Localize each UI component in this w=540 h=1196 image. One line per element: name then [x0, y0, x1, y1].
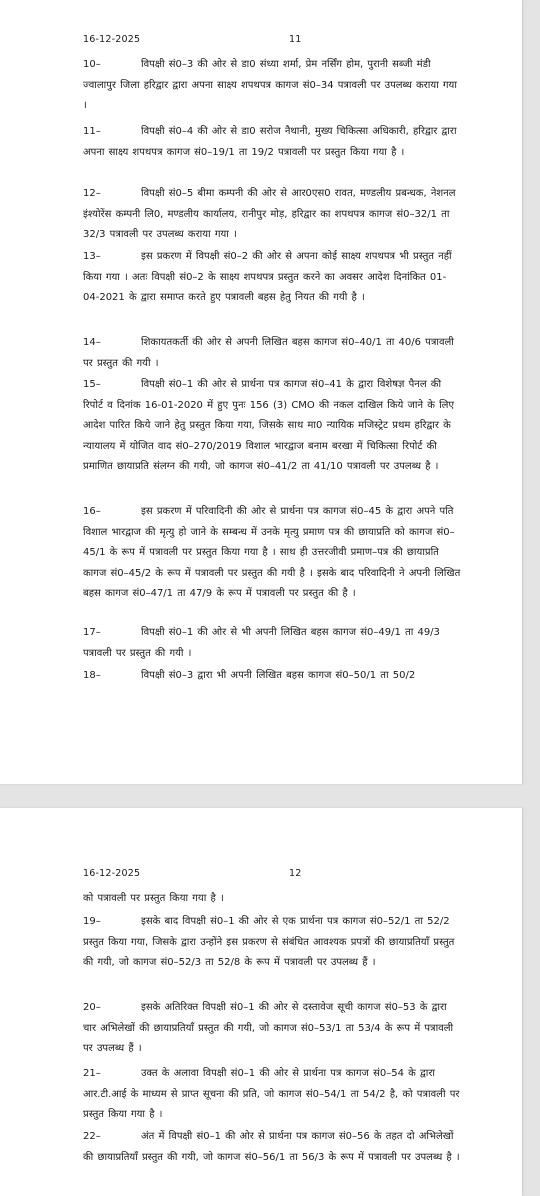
paragraph-22 — [83, 1127, 461, 1189]
page-number: 11 — [289, 34, 302, 45]
paragraph-text: इस प्रकरण में परिवादिनी की ओर से प्रार्थना पत्र कागज सं0–45 के द्वारा अपने पति विशाल भारद्वाज की मृत्यु हो जाने के सम्बन्ध में उनके मृत्यु प्रमाण पत्र की छायाप्रति को कागज सं0–45/1 के रूप में पत्रावली पर प्रस्तुत किया गया है । साथ ही उत्तरजीवी प्रमाण–पत्र की छायाप्रति कागज सं0–45/2 के रूप में पत्रावली पर प्रस्तुत की गयी है । इसके बाद परिवादिनी ने अपनी लिखित बहस कागज सं0–47/1 ता 47/9 के रूप में पत्रावली पर प्रस्तुत की है । — [83, 506, 461, 599]
paragraph-number: 10– — [83, 59, 101, 70]
paragraph-14 — [83, 333, 461, 375]
paragraph-number: 12– — [83, 188, 101, 199]
paragraph-21 — [83, 1064, 461, 1126]
page-date: 16-12-2025 — [83, 868, 141, 879]
paragraph-18 — [83, 666, 461, 688]
document-page-12 — [0, 808, 522, 1196]
paragraph-number: 19– — [83, 916, 101, 927]
paragraph-text: शिकायतकर्ती की ओर से अपनी लिखित बहस कागज सं0–40/1 ता 40/6 पत्रावली पर प्रस्तुत की गयी । — [83, 337, 454, 369]
paragraph-number: 16– — [83, 506, 101, 517]
paragraph-number: 14– — [83, 337, 101, 348]
paragraph-number: 20– — [83, 1002, 101, 1013]
paragraph-continuation: को पत्रावली पर प्रस्तुत किया गया है । — [83, 893, 224, 904]
page-number: 12 — [289, 868, 302, 879]
paragraph-number: 21– — [83, 1068, 101, 1079]
paragraph-16 — [83, 502, 461, 625]
paragraph-13 — [83, 247, 461, 329]
paragraph-text: विपक्षी सं0–1 की ओर से प्रार्थना पत्र कागज सं0–41 के द्वारा विशेषज्ञ पैनल की रिपोर्ट व दिनांक 16-01-2020 में हुए पुनः 156 (3) CMO की नकल दाखिल किये जाने के लिए आदेश पारित किये जाने हेतु प्रस्तुत किया गया, जिसके साथ मा0 न्यायिक मजिस्ट्रेट प्रथम हरिद्वार के न्यायालय में योजित वाद सं0–270/2019 विशाल भारद्वाज बनाम बरखा में चिकित्सा रिपोर्ट की प्रमाणित छायाप्रति संलग्न की गयी, जो कागज सं0–41/2 ता 41/10 पत्रावली पर उपलब्ध है । — [83, 379, 454, 472]
paragraph-text: विपक्षी सं0–3 की ओर से डा0 संध्या शर्मा, प्रेम नर्सिंग होम, पुरानी सब्जी मंडी ज्वालापुर जिला हरिद्वार द्वारा अपना साक्ष्य शपथपत्र कागज सं0–34 पत्रावली पर उपलब्ध कराया गया । — [83, 59, 457, 111]
paragraph-number: 18– — [83, 670, 101, 681]
paragraph-12 — [83, 184, 461, 246]
paragraph-text: इसके अतिरिक्त विपक्षी सं0–1 की ओर से दस्तावेज सूची कागज सं0–53 के द्वारा चार अभिलेखों की छायाप्रतियॉं प्रस्तुत की गयी, जो कागज सं0–53/1 ता 53/4 के रूप में पत्रावली पर उपलब्ध हैं । — [83, 1002, 454, 1054]
paragraph-text: विपक्षी सं0–1 की ओर से भी अपनी लिखित बहस कागज सं0–49/1 ता 49/3 पत्रावली पर प्रस्तुत की गयी । — [83, 627, 440, 659]
paragraph-15 — [83, 375, 461, 498]
paragraph-17 — [83, 623, 461, 665]
paragraph-19 — [83, 912, 461, 994]
paragraph-text: विपक्षी सं0–3 द्वारा भी अपनी लिखित बहस कागज सं0–50/1 ता 50/2 — [141, 670, 416, 681]
paragraph-number: 13– — [83, 251, 101, 262]
page-date: 16-12-2025 — [83, 34, 141, 45]
paragraph-text: उक्त के अलावा विपक्षी सं0–1 की ओर से प्रार्थना पत्र कागज सं0–54 के द्वारा आर.टी.आई के माध्यम से प्राप्त सूचना की प्रति, जो कागज सं0–54/1 ता 54/2 है, को पत्रावली पर प्रस्तुत किया गया है । — [83, 1068, 460, 1120]
paragraph-number: 22– — [83, 1131, 101, 1142]
paragraph-10 — [83, 55, 461, 117]
paragraph-number: 11– — [83, 126, 101, 137]
paragraph-text: अंत में विपक्षी सं0–1 की ओर से प्रार्थना पत्र कागज सं0–56 के तहत दो अभिलेखों की छायाप्रतियॉं प्रस्तुत की गयी, जो कागज सं0–56/1 ता 56/3 के रूप में पत्रावली पर उपलब्ध है । — [83, 1131, 460, 1163]
paragraph-text: विपक्षी सं0–4 की ओर से डा0 सरोज नैथानी, मुख्य चिकित्सा अधिकारी, हरिद्वार द्वारा अपना साक्ष्य शपथपत्र कागज सं0–19/1 ता 19/2 पत्रावली पर प्रस्तुत किया गया है । — [83, 126, 457, 158]
paragraph-text: विपक्षी सं0–5 बीमा कम्पनी की ओर से आर0एस0 रावत, मण्डलीय प्रबन्धक, नेशनल इंश्योरेंस कम्पनी लि0, मण्डलीय कार्यालय, रानीपुर मोड़, हरिद्वार का शपथपत्र कागज सं0–32/1 ता 32/3 पत्रावली पर उपलब्ध कराया गया । — [83, 188, 456, 240]
paragraph-20 — [83, 998, 461, 1060]
paragraph-text: इसके बाद विपक्षी सं0–1 की ओर से एक प्रार्थना पत्र कागज सं0–52/1 ता 52/2 प्रस्तुत किया गया, जिसके द्वारा उन्होंने इस प्रकरण से संबंधित आवश्यक प्रपत्रों की छायाप्रतियॉं प्रस्तुत की गयी, जो कागज सं0–52/3 ता 52/8 के रूप में पत्रावली पर उपलब्ध हैं । — [83, 916, 455, 968]
paragraph-number: 17– — [83, 627, 101, 638]
paragraph-text: इस प्रकरण में विपक्षी सं0–2 की ओर से अपना कोई साक्ष्य शपथपत्र भी प्रस्तुत नहीं किया गया । अतः विपक्षी सं0–2 के साक्ष्य शपथपत्र प्रस्तुत करने का अवसर आदेश दिनांकित 01-04-2021 के द्वारा समाप्त करते हुए पत्रावली बहस हेतु नियत की गयी है । — [83, 251, 452, 303]
paragraph-11 — [83, 122, 461, 184]
paragraph-number: 15– — [83, 379, 101, 390]
